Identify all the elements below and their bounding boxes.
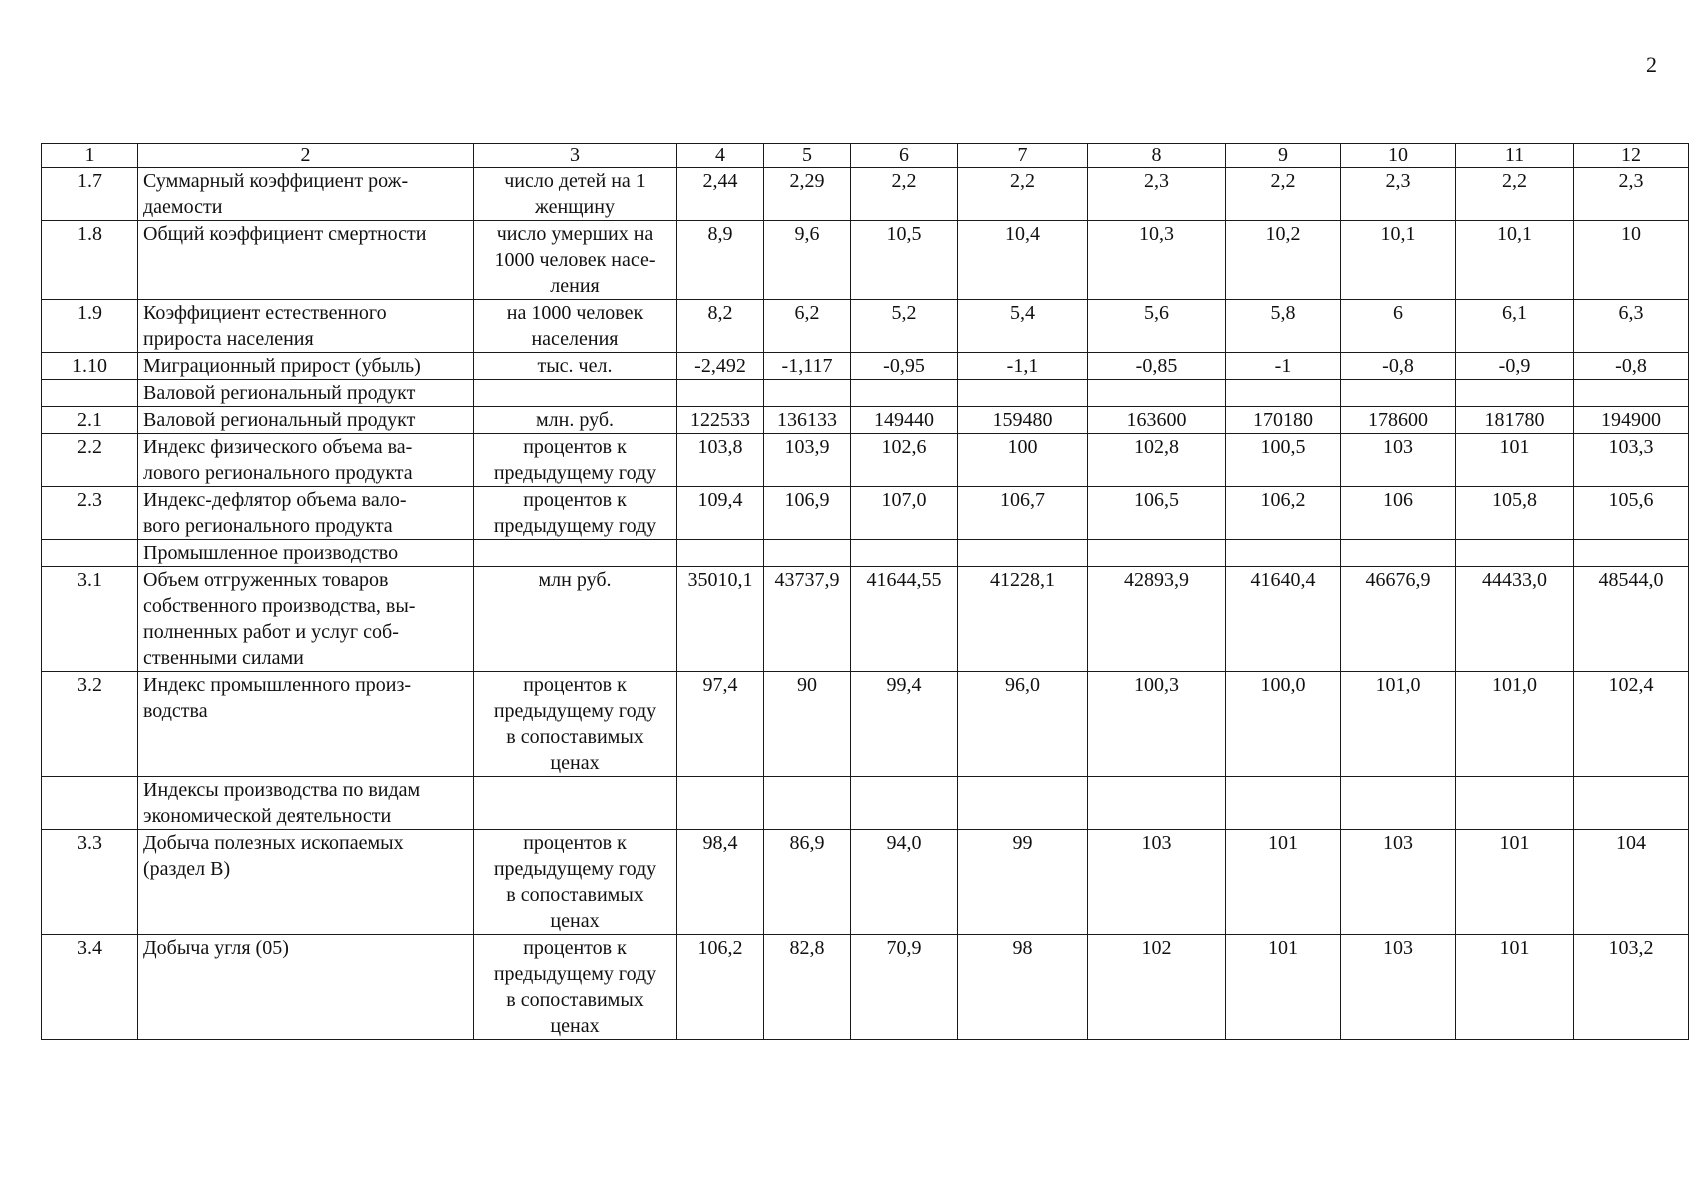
table-body: [42, 168, 1689, 1040]
value-cell: 102,4: [1574, 672, 1689, 777]
table-row: [42, 168, 1689, 221]
value-cell: [764, 777, 851, 830]
value-cell: [1341, 380, 1456, 407]
value-cell: 103,3: [1574, 434, 1689, 487]
value-cell: [1341, 777, 1456, 830]
value-cell: 10: [1574, 221, 1689, 300]
value-cell: 103: [1341, 434, 1456, 487]
value-cell: 41644,55: [851, 567, 958, 672]
value-cell: [958, 380, 1088, 407]
value-cell: 90: [764, 672, 851, 777]
indicators-table: [41, 143, 1689, 1040]
column-header: 2: [138, 144, 474, 168]
unit-of-measure: процентов к предыдущему году: [474, 487, 677, 540]
table-row: [42, 830, 1689, 935]
value-cell: 105,6: [1574, 487, 1689, 540]
table-row: [42, 935, 1689, 1040]
value-cell: 98,4: [677, 830, 764, 935]
indicator-name: Промышленное производство: [138, 540, 474, 567]
value-cell: 10,5: [851, 221, 958, 300]
value-cell: 43737,9: [764, 567, 851, 672]
value-cell: 102,8: [1088, 434, 1226, 487]
value-cell: [1574, 777, 1689, 830]
value-cell: 101: [1456, 935, 1574, 1040]
unit-of-measure: на 1000 человек населения: [474, 300, 677, 353]
value-cell: 100,3: [1088, 672, 1226, 777]
row-number: 3.1: [42, 567, 138, 672]
value-cell: 2,3: [1088, 168, 1226, 221]
indicator-name: Объем отгруженных товаров собственного производства, вы- полненных работ и услуг соб- ственными силами: [138, 567, 474, 672]
value-cell: 70,9: [851, 935, 958, 1040]
value-cell: [1456, 777, 1574, 830]
value-cell: -0,9: [1456, 353, 1574, 380]
unit-of-measure: число детей на 1 женщину: [474, 168, 677, 221]
value-cell: 106,5: [1088, 487, 1226, 540]
value-cell: [851, 380, 958, 407]
value-cell: 122533: [677, 407, 764, 434]
row-number: [42, 540, 138, 567]
value-cell: 181780: [1456, 407, 1574, 434]
table-row: [42, 407, 1689, 434]
value-cell: 6,3: [1574, 300, 1689, 353]
value-cell: [1574, 380, 1689, 407]
column-header: 10: [1341, 144, 1456, 168]
value-cell: 109,4: [677, 487, 764, 540]
value-cell: 2,2: [851, 168, 958, 221]
column-header: 11: [1456, 144, 1574, 168]
column-header: 6: [851, 144, 958, 168]
value-cell: 99,4: [851, 672, 958, 777]
indicator-name: Миграционный прирост (убыль): [138, 353, 474, 380]
row-number: 3.2: [42, 672, 138, 777]
value-cell: 5,2: [851, 300, 958, 353]
value-cell: [1226, 380, 1341, 407]
value-cell: 103,8: [677, 434, 764, 487]
column-header: 5: [764, 144, 851, 168]
row-number: 2.3: [42, 487, 138, 540]
value-cell: -0,8: [1574, 353, 1689, 380]
indicator-name: Индекс-дефлятор объема вало- вого регионального продукта: [138, 487, 474, 540]
value-cell: 101,0: [1456, 672, 1574, 777]
column-header: 7: [958, 144, 1088, 168]
value-cell: 5,4: [958, 300, 1088, 353]
value-cell: 8,2: [677, 300, 764, 353]
row-number: 1.10: [42, 353, 138, 380]
row-number: 2.2: [42, 434, 138, 487]
value-cell: -1,1: [958, 353, 1088, 380]
row-number: 2.1: [42, 407, 138, 434]
page-number: 2: [1646, 52, 1657, 77]
value-cell: 107,0: [851, 487, 958, 540]
value-cell: 178600: [1341, 407, 1456, 434]
unit-of-measure: [474, 380, 677, 407]
value-cell: 2,2: [1456, 168, 1574, 221]
value-cell: 10,2: [1226, 221, 1341, 300]
table-row: [42, 434, 1689, 487]
value-cell: 94,0: [851, 830, 958, 935]
indicator-name: Коэффициент естественного прироста населения: [138, 300, 474, 353]
unit-of-measure: число умерших на 1000 человек насе- ления: [474, 221, 677, 300]
indicator-name: Валовой региональный продукт: [138, 407, 474, 434]
value-cell: 10,1: [1456, 221, 1574, 300]
value-cell: [1456, 380, 1574, 407]
value-cell: -0,95: [851, 353, 958, 380]
value-cell: -1,117: [764, 353, 851, 380]
value-cell: 5,6: [1088, 300, 1226, 353]
value-cell: -1: [1226, 353, 1341, 380]
unit-of-measure: тыс. чел.: [474, 353, 677, 380]
table-row: [42, 487, 1689, 540]
unit-of-measure: [474, 540, 677, 567]
value-cell: 194900: [1574, 407, 1689, 434]
value-cell: 101: [1456, 830, 1574, 935]
header-row: [42, 144, 1689, 168]
value-cell: 2,3: [1341, 168, 1456, 221]
value-cell: 103: [1341, 830, 1456, 935]
value-cell: 136133: [764, 407, 851, 434]
row-number: 3.4: [42, 935, 138, 1040]
value-cell: [1088, 380, 1226, 407]
column-header: 8: [1088, 144, 1226, 168]
value-cell: [1088, 777, 1226, 830]
value-cell: [677, 777, 764, 830]
indicator-name: Индекс промышленного произ- водства: [138, 672, 474, 777]
row-number: [42, 777, 138, 830]
column-header: 1: [42, 144, 138, 168]
row-number: 1.8: [42, 221, 138, 300]
value-cell: 170180: [1226, 407, 1341, 434]
row-number: 1.7: [42, 168, 138, 221]
column-header: 3: [474, 144, 677, 168]
value-cell: 2,2: [1226, 168, 1341, 221]
value-cell: -0,8: [1341, 353, 1456, 380]
value-cell: 9,6: [764, 221, 851, 300]
value-cell: 103,9: [764, 434, 851, 487]
value-cell: [958, 777, 1088, 830]
value-cell: 2,2: [958, 168, 1088, 221]
value-cell: 163600: [1088, 407, 1226, 434]
indicator-name: Индекс физического объема ва- лового регионального продукта: [138, 434, 474, 487]
table-row: [42, 221, 1689, 300]
value-cell: 86,9: [764, 830, 851, 935]
indicator-name: Валовой региональный продукт: [138, 380, 474, 407]
unit-of-measure: процентов к предыдущему году в сопоставимых ценах: [474, 830, 677, 935]
value-cell: [1341, 540, 1456, 567]
table-row: [42, 380, 1689, 407]
row-number: [42, 380, 138, 407]
value-cell: 82,8: [764, 935, 851, 1040]
value-cell: 103,2: [1574, 935, 1689, 1040]
value-cell: 105,8: [1456, 487, 1574, 540]
value-cell: 101: [1226, 935, 1341, 1040]
value-cell: 42893,9: [1088, 567, 1226, 672]
value-cell: 41640,4: [1226, 567, 1341, 672]
unit-of-measure: млн. руб.: [474, 407, 677, 434]
value-cell: 104: [1574, 830, 1689, 935]
value-cell: [958, 540, 1088, 567]
unit-of-measure: [474, 777, 677, 830]
table-row: [42, 300, 1689, 353]
value-cell: [764, 540, 851, 567]
value-cell: 100: [958, 434, 1088, 487]
value-cell: 101: [1456, 434, 1574, 487]
value-cell: [677, 540, 764, 567]
table-row: [42, 672, 1689, 777]
value-cell: 99: [958, 830, 1088, 935]
value-cell: 5,8: [1226, 300, 1341, 353]
column-header: 9: [1226, 144, 1341, 168]
value-cell: 159480: [958, 407, 1088, 434]
value-cell: 98: [958, 935, 1088, 1040]
value-cell: 6: [1341, 300, 1456, 353]
value-cell: 10,1: [1341, 221, 1456, 300]
unit-of-measure: процентов к предыдущему году в сопоставимых ценах: [474, 672, 677, 777]
value-cell: 2,44: [677, 168, 764, 221]
value-cell: 6,2: [764, 300, 851, 353]
value-cell: 102,6: [851, 434, 958, 487]
value-cell: 96,0: [958, 672, 1088, 777]
value-cell: 35010,1: [677, 567, 764, 672]
value-cell: [1088, 540, 1226, 567]
value-cell: 106: [1341, 487, 1456, 540]
value-cell: 100,0: [1226, 672, 1341, 777]
value-cell: 48544,0: [1574, 567, 1689, 672]
value-cell: [764, 380, 851, 407]
value-cell: 103: [1341, 935, 1456, 1040]
value-cell: 101: [1226, 830, 1341, 935]
value-cell: 44433,0: [1456, 567, 1574, 672]
value-cell: [677, 380, 764, 407]
value-cell: 149440: [851, 407, 958, 434]
value-cell: -0,85: [1088, 353, 1226, 380]
value-cell: 41228,1: [958, 567, 1088, 672]
table-row: [42, 353, 1689, 380]
value-cell: 101,0: [1341, 672, 1456, 777]
indicator-name: Индексы производства по видам экономической деятельности: [138, 777, 474, 830]
table-header: [42, 144, 1689, 168]
value-cell: [1226, 777, 1341, 830]
value-cell: 106,2: [1226, 487, 1341, 540]
value-cell: 102: [1088, 935, 1226, 1040]
value-cell: 10,3: [1088, 221, 1226, 300]
indicator-name: Добыча угля (05): [138, 935, 474, 1040]
value-cell: 106,7: [958, 487, 1088, 540]
unit-of-measure: млн руб.: [474, 567, 677, 672]
value-cell: 10,4: [958, 221, 1088, 300]
value-cell: 106,2: [677, 935, 764, 1040]
unit-of-measure: процентов к предыдущему году в сопоставимых ценах: [474, 935, 677, 1040]
column-header: 12: [1574, 144, 1689, 168]
value-cell: 8,9: [677, 221, 764, 300]
table-row: [42, 567, 1689, 672]
unit-of-measure: процентов к предыдущему году: [474, 434, 677, 487]
column-header: 4: [677, 144, 764, 168]
value-cell: 6,1: [1456, 300, 1574, 353]
table-row: [42, 540, 1689, 567]
row-number: 1.9: [42, 300, 138, 353]
value-cell: 2,29: [764, 168, 851, 221]
value-cell: -2,492: [677, 353, 764, 380]
value-cell: [851, 540, 958, 567]
value-cell: 103: [1088, 830, 1226, 935]
row-number: 3.3: [42, 830, 138, 935]
value-cell: 106,9: [764, 487, 851, 540]
value-cell: [851, 777, 958, 830]
value-cell: [1456, 540, 1574, 567]
value-cell: 97,4: [677, 672, 764, 777]
value-cell: 2,3: [1574, 168, 1689, 221]
value-cell: 100,5: [1226, 434, 1341, 487]
value-cell: [1574, 540, 1689, 567]
indicator-name: Добыча полезных ископаемых (раздел B): [138, 830, 474, 935]
value-cell: [1226, 540, 1341, 567]
value-cell: 46676,9: [1341, 567, 1456, 672]
indicator-name: Общий коэффициент смертности: [138, 221, 474, 300]
indicator-name: Суммарный коэффициент рож- даемости: [138, 168, 474, 221]
table-row: [42, 777, 1689, 830]
